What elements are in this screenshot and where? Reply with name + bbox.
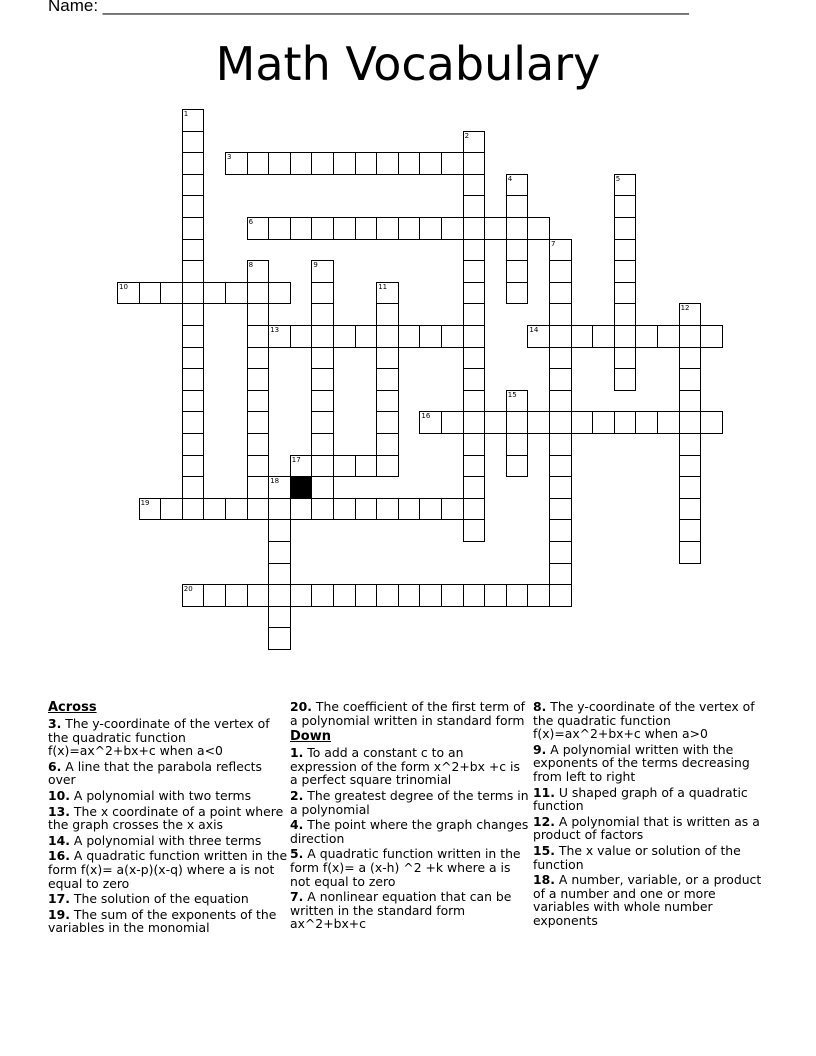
grid-cell[interactable] <box>268 282 291 305</box>
grid-cell[interactable] <box>463 390 486 413</box>
clue-number: 17. <box>48 891 70 907</box>
clue-number: 13. <box>48 803 70 819</box>
grid-cell[interactable] <box>182 174 205 197</box>
grid-cell[interactable] <box>182 131 205 154</box>
grid-cell[interactable] <box>419 411 442 434</box>
clue-number: 4. <box>290 817 304 833</box>
grid-cell[interactable] <box>463 260 486 283</box>
grid-cell[interactable] <box>441 152 464 175</box>
grid-cell[interactable] <box>182 260 205 283</box>
grid-cell[interactable] <box>311 303 334 326</box>
grid-cell[interactable] <box>247 584 270 607</box>
grid-cell[interactable] <box>506 282 529 305</box>
grid-cell[interactable] <box>182 390 205 413</box>
grid-cell[interactable] <box>333 217 356 240</box>
clue-text: A polynomial that is written as a product of factors <box>533 813 760 843</box>
grid-cell[interactable] <box>635 325 658 348</box>
grid-cell[interactable] <box>398 325 421 348</box>
grid-cell[interactable] <box>139 498 162 521</box>
grid-cell[interactable] <box>614 174 637 197</box>
grid-cell[interactable] <box>182 455 205 478</box>
grid-cell[interactable] <box>463 519 486 542</box>
grid-cell[interactable] <box>635 411 658 434</box>
clue-number-label: 15 <box>507 390 517 399</box>
clue-text: The solution of the equation <box>73 891 249 907</box>
grid-cell[interactable] <box>376 390 399 413</box>
grid-cell[interactable] <box>614 303 637 326</box>
clue-number: 3. <box>48 716 62 731</box>
clue-number-label: 17 <box>291 455 301 464</box>
grid-cell[interactable] <box>376 411 399 434</box>
grid-cell[interactable] <box>614 239 637 262</box>
clue-number: 20. <box>290 699 312 714</box>
grid-cell[interactable] <box>592 325 615 348</box>
grid-cell[interactable] <box>355 455 378 478</box>
grid-cell[interactable] <box>463 217 486 240</box>
grid-cell[interactable] <box>290 217 313 240</box>
grid-cell[interactable] <box>225 282 248 305</box>
grid-cell[interactable] <box>527 217 550 240</box>
grid-cell[interactable] <box>549 347 572 370</box>
grid-cell[interactable] <box>247 411 270 434</box>
grid-cell[interactable] <box>527 584 550 607</box>
grid-cell[interactable] <box>463 433 486 456</box>
grid-cell[interactable] <box>549 260 572 283</box>
grid-cell[interactable] <box>225 152 248 175</box>
grid-cell[interactable] <box>549 476 572 499</box>
grid-cell[interactable] <box>614 325 637 348</box>
grid-cell[interactable] <box>290 325 313 348</box>
clue-number-label: 20 <box>183 585 193 594</box>
grid-cell[interactable] <box>247 260 270 283</box>
grid-cell[interactable] <box>247 303 270 326</box>
grid-cell[interactable] <box>268 627 291 650</box>
clue-number: 16. <box>48 848 70 864</box>
clue-column-1 <box>48 700 288 937</box>
clue-number-label: 8 <box>248 261 254 270</box>
grid-cell[interactable] <box>484 584 507 607</box>
clue-text: A quadratic function written in the form f(x)= a(x-p)(x-q) where a is not equal to zero <box>48 848 288 891</box>
clue-number: 1. <box>290 745 304 761</box>
clue-number-label: 2 <box>464 131 470 140</box>
clue-number-label: 13 <box>270 326 280 334</box>
grid-cell[interactable] <box>614 282 637 305</box>
grid-cell[interactable] <box>355 325 378 348</box>
grid-cell[interactable] <box>463 282 486 305</box>
down-clue <box>290 818 530 845</box>
grid-cell[interactable] <box>679 347 702 370</box>
grid-cell[interactable] <box>657 411 680 434</box>
grid-cell[interactable] <box>355 217 378 240</box>
grid-cell[interactable] <box>376 433 399 456</box>
clue-number-label: 18 <box>270 477 280 486</box>
clue-text: The sum of the exponents of the variables in the monomial <box>48 906 277 936</box>
clue-text: To add a constant c to an expression of the form x^2+bx +c is a perfect square trinomial <box>290 745 520 788</box>
grid-cell[interactable] <box>614 347 637 370</box>
grid-cell[interactable] <box>290 455 313 478</box>
across-clue <box>48 717 288 758</box>
clue-number: 5. <box>290 846 304 862</box>
clue-number: 10. <box>48 787 70 803</box>
grid-cell[interactable] <box>311 584 334 607</box>
grid-cell[interactable] <box>441 217 464 240</box>
clue-number-label: 3 <box>227 153 232 162</box>
down-clue <box>533 844 765 871</box>
grid-cell[interactable] <box>182 195 205 218</box>
clue-number: 12. <box>533 813 555 829</box>
across-clue <box>48 892 288 906</box>
grid-cell[interactable] <box>182 217 205 240</box>
grid-cell[interactable] <box>441 584 464 607</box>
grid-cell[interactable] <box>311 455 334 478</box>
across-clue <box>48 908 288 935</box>
grid-cell[interactable] <box>549 455 572 478</box>
clue-number: 14. <box>48 832 70 848</box>
grid-cell[interactable] <box>311 152 334 175</box>
clue-text: The x value or solution of the function <box>533 842 741 872</box>
grid-cell[interactable] <box>700 411 723 434</box>
clue-text: A number, variable, or a product of a number and one or more variables with whole number exponents <box>533 872 762 928</box>
grid-cell[interactable] <box>506 584 529 607</box>
grid-cell[interactable] <box>247 390 270 413</box>
grid-cell[interactable] <box>463 195 486 218</box>
name-field[interactable]: Name: ______________________________________________________________ <box>48 0 689 15</box>
clue-number-label: 4 <box>507 174 513 183</box>
grid-cell[interactable] <box>679 476 702 499</box>
clue-text: U shaped graph of a quadratic function <box>533 784 748 814</box>
across-clue <box>48 789 288 803</box>
grid-cell[interactable] <box>679 411 702 434</box>
grid-cell[interactable] <box>182 476 205 499</box>
clue-number-label: 7 <box>551 239 556 248</box>
grid-cell[interactable] <box>247 498 270 521</box>
grid-cell[interactable] <box>463 455 486 478</box>
grid-cell[interactable] <box>182 109 205 132</box>
grid-cell[interactable] <box>268 606 291 629</box>
grid-cell[interactable] <box>333 325 356 348</box>
grid-cell[interactable] <box>398 584 421 607</box>
grid-cell[interactable] <box>247 217 270 240</box>
clue-number: 8. <box>533 699 547 714</box>
grid-cell[interactable] <box>571 411 594 434</box>
clue-number-label: 16 <box>421 412 431 421</box>
clue-number-label: 10 <box>119 282 128 291</box>
grid-cell[interactable] <box>614 217 637 240</box>
grid-cell[interactable] <box>419 325 442 348</box>
grid-cell[interactable] <box>679 541 702 564</box>
clue-number-label: 11 <box>378 282 388 291</box>
grid-cell[interactable] <box>506 174 529 197</box>
across-clue <box>290 700 530 727</box>
grid-cell[interactable] <box>376 347 399 370</box>
grid-cell[interactable] <box>355 498 378 521</box>
grid-cell[interactable] <box>679 498 702 521</box>
clue-number-label: 1 <box>183 110 189 118</box>
grid-cell[interactable] <box>376 303 399 326</box>
grid-cell[interactable] <box>614 260 637 283</box>
grid-cell[interactable] <box>268 541 291 564</box>
grid-cell[interactable] <box>549 282 572 305</box>
grid-cell[interactable] <box>376 498 399 521</box>
clue-column-2 <box>290 700 530 933</box>
grid-cell[interactable] <box>182 433 205 456</box>
grid-cell[interactable] <box>398 217 421 240</box>
grid-cell[interactable] <box>614 368 637 391</box>
grid-cell[interactable] <box>311 282 334 305</box>
grid-cell[interactable] <box>657 325 680 348</box>
grid-cell[interactable] <box>268 217 291 240</box>
clue-number: 18. <box>533 872 555 888</box>
grid-cell[interactable] <box>614 195 637 218</box>
clue-number: 2. <box>290 787 304 803</box>
grid-cell[interactable] <box>463 174 486 197</box>
grid-cell[interactable] <box>290 498 313 521</box>
grid-cell[interactable] <box>506 260 529 283</box>
clue-number: 9. <box>533 741 547 757</box>
grid-cell[interactable] <box>247 325 270 348</box>
grid-cell[interactable] <box>225 498 248 521</box>
grid-cell[interactable] <box>419 217 442 240</box>
grid-cell[interactable] <box>290 584 313 607</box>
grid-cell[interactable] <box>355 584 378 607</box>
grid-cell[interactable] <box>549 584 572 607</box>
clue-column-3 <box>533 700 765 930</box>
grid-cell[interactable] <box>268 519 291 542</box>
down-heading: Down <box>290 729 331 745</box>
grid-cell[interactable] <box>463 498 486 521</box>
grid-cell[interactable] <box>376 584 399 607</box>
grid-cell[interactable] <box>463 476 486 499</box>
grid-cell[interactable] <box>182 303 205 326</box>
grid-cell[interactable] <box>549 433 572 456</box>
grid-cell[interactable] <box>679 519 702 542</box>
grid-cell[interactable] <box>247 433 270 456</box>
grid-cell[interactable] <box>463 325 486 348</box>
grid-cell[interactable] <box>398 152 421 175</box>
grid-cell[interactable] <box>182 498 205 521</box>
grid-cell[interactable] <box>311 433 334 456</box>
grid-cell[interactable] <box>571 325 594 348</box>
clue-text: The y-coordinate of the vertex of the quadratic function f(x)=ax^2+bx+c when a<0 <box>48 716 270 759</box>
grid-cell[interactable] <box>419 152 442 175</box>
grid-cell[interactable] <box>463 239 486 262</box>
grid-cell[interactable] <box>182 239 205 262</box>
grid-cell[interactable] <box>506 455 529 478</box>
clue-text: The x coordinate of a point where the graph crosses the x axis <box>48 803 284 833</box>
grid-cell[interactable] <box>527 325 550 348</box>
across-clue <box>48 760 288 787</box>
grid-cell[interactable] <box>463 131 486 154</box>
grid-cell[interactable] <box>311 498 334 521</box>
grid-cell[interactable] <box>506 411 529 434</box>
clue-text: A quadratic function written in the form f(x)= a (x-h) ^2 +k where a is not equal to zero <box>290 846 521 889</box>
grid-cell[interactable] <box>463 303 486 326</box>
grid-cell[interactable] <box>679 455 702 478</box>
grid-cell[interactable] <box>268 498 291 521</box>
grid-cell[interactable] <box>268 563 291 586</box>
grid-cell[interactable] <box>160 498 183 521</box>
grid-cell[interactable] <box>333 152 356 175</box>
grid-cell[interactable] <box>419 584 442 607</box>
grid-cell[interactable] <box>463 368 486 391</box>
grid-cell[interactable] <box>549 303 572 326</box>
clue-number: 19. <box>48 906 70 922</box>
grid-cell[interactable] <box>139 282 162 305</box>
grid-cell[interactable] <box>549 239 572 262</box>
grid-cell[interactable] <box>398 498 421 521</box>
grid-cell[interactable] <box>463 411 486 434</box>
down-clue <box>533 873 765 927</box>
grid-cell[interactable] <box>506 433 529 456</box>
grid-cell[interactable] <box>311 325 334 348</box>
grid-cell[interactable] <box>203 498 226 521</box>
clue-number: 15. <box>533 842 555 858</box>
grid-cell[interactable] <box>311 476 334 499</box>
clue-number: 6. <box>48 758 62 774</box>
clue-text: The coefficient of the first term of a polynomial written in standard form <box>290 699 526 728</box>
grid-cell[interactable] <box>700 325 723 348</box>
clue-text: The point where the graph changes direction <box>290 817 529 846</box>
grid-cell[interactable] <box>506 217 529 240</box>
clue-number-label: 19 <box>140 498 150 507</box>
grid-cell[interactable] <box>268 584 291 607</box>
grid-cell[interactable] <box>311 217 334 240</box>
grid-cell[interactable] <box>506 239 529 262</box>
grid-cell[interactable] <box>549 563 572 586</box>
grid-cell[interactable] <box>268 325 291 348</box>
grid-cell[interactable] <box>484 217 507 240</box>
down-clue <box>290 890 530 931</box>
grid-cell[interactable] <box>182 152 205 175</box>
grid-cell[interactable] <box>311 347 334 370</box>
clue-text: The y-coordinate of the vertex of the quadratic function f(x)=ax^2+bx+c when a>0 <box>533 699 755 742</box>
down-clue <box>533 815 765 842</box>
clue-number-label: 9 <box>313 261 318 270</box>
clue-text: The greatest degree of the terms in a polynomial <box>290 787 529 817</box>
grid-cell[interactable] <box>592 411 615 434</box>
clue-text: A polynomial with two terms <box>73 787 252 803</box>
grid-cell[interactable] <box>419 498 442 521</box>
grid-cell[interactable] <box>160 282 183 305</box>
grid-cell[interactable] <box>247 347 270 370</box>
down-clue <box>533 743 765 784</box>
grid-cell[interactable] <box>463 347 486 370</box>
grid-cell[interactable] <box>549 541 572 564</box>
grid-cell[interactable] <box>549 498 572 521</box>
down-clue <box>290 847 530 888</box>
grid-cell[interactable] <box>376 455 399 478</box>
across-clue <box>48 834 288 848</box>
grid-cell[interactable] <box>463 152 486 175</box>
black-cell <box>290 476 313 499</box>
grid-cell[interactable] <box>225 584 248 607</box>
clue-text: A line that the parabola reflects over <box>48 758 262 788</box>
grid-cell[interactable] <box>182 325 205 348</box>
grid-cell[interactable] <box>182 347 205 370</box>
grid-cell[interactable] <box>247 455 270 478</box>
grid-cell[interactable] <box>549 390 572 413</box>
grid-cell[interactable] <box>506 390 529 413</box>
grid-cell[interactable] <box>376 368 399 391</box>
grid-cell[interactable] <box>311 260 334 283</box>
down-clue <box>533 700 765 741</box>
grid-cell[interactable] <box>506 195 529 218</box>
across-clue <box>48 805 288 832</box>
grid-cell[interactable] <box>203 282 226 305</box>
grid-cell[interactable] <box>527 411 550 434</box>
grid-cell[interactable] <box>614 411 637 434</box>
grid-cell[interactable] <box>247 476 270 499</box>
grid-cell[interactable] <box>679 433 702 456</box>
across-clue <box>48 849 288 890</box>
grid-cell[interactable] <box>333 498 356 521</box>
down-clue <box>290 746 530 787</box>
grid-cell[interactable] <box>463 584 486 607</box>
grid-cell[interactable] <box>484 411 507 434</box>
grid-cell[interactable] <box>376 325 399 348</box>
grid-cell[interactable] <box>679 368 702 391</box>
grid-cell[interactable] <box>355 152 378 175</box>
grid-cell[interactable] <box>182 584 205 607</box>
grid-cell[interactable] <box>182 411 205 434</box>
clue-number: 7. <box>290 889 304 905</box>
grid-cell[interactable] <box>333 455 356 478</box>
grid-cell[interactable] <box>549 411 572 434</box>
grid-cell[interactable] <box>549 519 572 542</box>
clue-number-label: 14 <box>529 326 539 334</box>
clue-text: A polynomial written with the exponents of the terms decreasing from left to right <box>533 741 750 784</box>
grid-cell[interactable] <box>247 368 270 391</box>
grid-cell[interactable] <box>311 390 334 413</box>
page-title: Math Vocabulary <box>215 37 601 91</box>
clue-text: A nonlinear equation that can be written in the standard form ax^2+bx+c <box>290 889 512 932</box>
down-clue <box>533 786 765 813</box>
grid-cell[interactable] <box>182 368 205 391</box>
grid-cell[interactable] <box>268 476 291 499</box>
grid-cell[interactable] <box>376 217 399 240</box>
down-clue <box>290 789 530 816</box>
clue-number-label: 5 <box>615 174 621 183</box>
grid-cell[interactable] <box>247 152 270 175</box>
grid-cell[interactable] <box>679 325 702 348</box>
grid-cell[interactable] <box>247 282 270 305</box>
clue-number: 11. <box>533 784 555 800</box>
grid-cell[interactable] <box>441 411 464 434</box>
grid-cell[interactable] <box>441 498 464 521</box>
grid-cell[interactable] <box>549 368 572 391</box>
clue-number-label: 12 <box>680 304 690 313</box>
grid-cell[interactable] <box>203 584 226 607</box>
clue-text: A polynomial with three terms <box>73 832 262 848</box>
grid-cell[interactable] <box>117 282 140 305</box>
grid-cell[interactable] <box>268 152 291 175</box>
grid-cell[interactable] <box>376 152 399 175</box>
grid-cell[interactable] <box>182 282 205 305</box>
grid-cell[interactable] <box>311 368 334 391</box>
grid-cell[interactable] <box>441 325 464 348</box>
grid-cell[interactable] <box>679 303 702 326</box>
grid-cell[interactable] <box>376 282 399 305</box>
clue-number-label: 6 <box>248 218 254 226</box>
grid-cell[interactable] <box>549 325 572 348</box>
grid-cell[interactable] <box>333 584 356 607</box>
grid-cell[interactable] <box>290 152 313 175</box>
across-heading: Across <box>48 700 97 715</box>
grid-cell[interactable] <box>679 390 702 413</box>
grid-cell[interactable] <box>311 411 334 434</box>
